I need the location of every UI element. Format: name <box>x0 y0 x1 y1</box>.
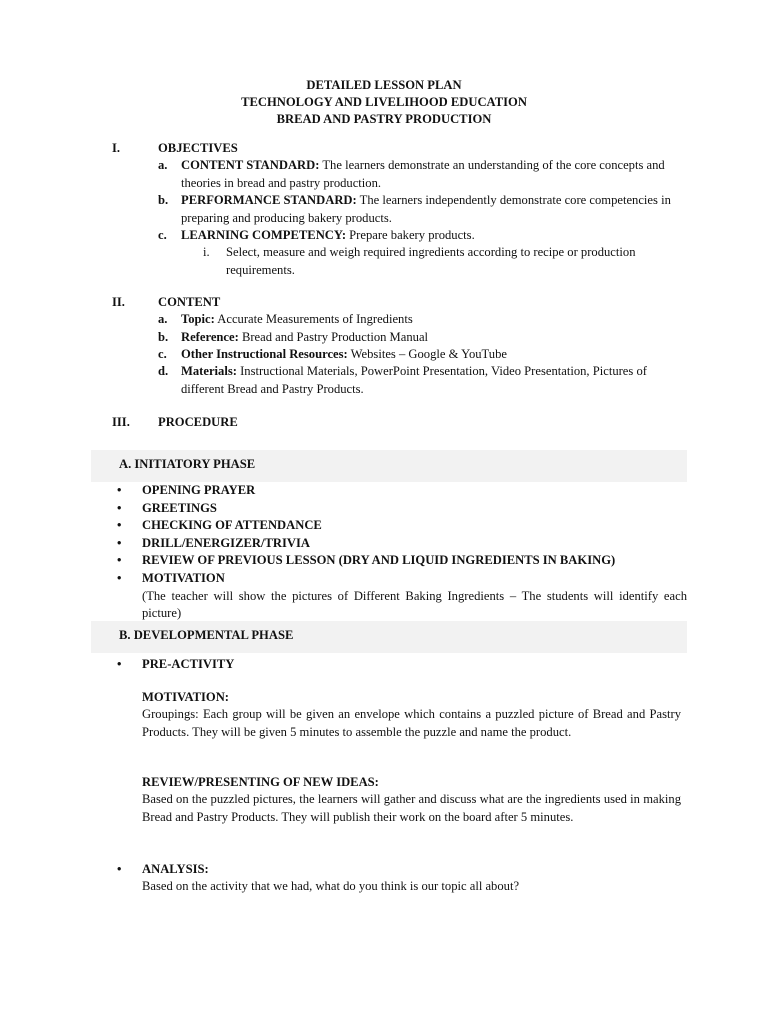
title-line-3: BREAD AND PASTRY PRODUCTION <box>276 111 492 126</box>
initiatory-phase-band <box>91 450 687 482</box>
section-number: III. <box>112 415 130 429</box>
item-letter: b. <box>158 193 169 207</box>
item-text: Accurate Measurements of Ingredients <box>214 312 413 326</box>
section-number: I. <box>112 141 121 155</box>
motivation-note: (The teacher will show the pictures of Different Baking Ingredients – The students will identify each picture) <box>142 588 687 621</box>
bullet-icon: • <box>117 500 122 515</box>
motivation-heading: MOTIVATION: <box>142 690 229 704</box>
item-text: The learners demonstrate an understanding of the core concepts and theories in bread and pastry production. <box>181 158 665 190</box>
item-text: The learners independently demonstrate core competencies in preparing and producing bakery products. <box>181 193 671 225</box>
item-label: CONTENT STANDARD: <box>181 158 320 172</box>
bullet-icon: • <box>117 535 122 550</box>
list-item-text: REVIEW OF PREVIOUS LESSON (DRY AND LIQUID INGREDIENTS IN BAKING) <box>142 553 616 568</box>
list-item-text: PRE-ACTIVITY <box>142 657 235 671</box>
motivation-paragraph: Groupings: Each group will be given an envelope which contains a puzzled picture of Bread and Pastry Products. They will be given 5 minutes to assemble the puzzle and name the product. <box>142 707 681 739</box>
item-letter: c. <box>158 228 167 242</box>
bullet-icon: • <box>117 518 122 533</box>
developmental-phase-heading: B. DEVELOPMENTAL PHASE <box>119 628 294 642</box>
bullet-icon: • <box>117 657 122 671</box>
list-item-text: MOTIVATION <box>142 570 225 585</box>
section-title: CONTENT <box>158 295 221 309</box>
section-title: PROCEDURE <box>158 415 238 429</box>
bullet-icon: • <box>117 862 122 876</box>
list-item-text: CHECKING OF ATTENDANCE <box>142 518 322 533</box>
list-item-text: DRILL/ENERGIZER/TRIVIA <box>142 535 310 550</box>
title-line-2: TECHNOLOGY AND LIVELIHOOD EDUCATION <box>241 94 527 109</box>
developmental-bullet-analysis <box>117 861 687 879</box>
item-label: LEARNING COMPETENCY: <box>181 228 347 242</box>
objective-subitem-i <box>203 244 683 279</box>
bullet-icon: • <box>117 570 122 585</box>
content-item-d <box>158 363 688 398</box>
list-item-text: GREETINGS <box>142 500 217 515</box>
developmental-bullet-pre-activity <box>117 656 687 674</box>
analysis-paragraph: Based on the activity that we had, what do you think is our topic all about? <box>142 879 520 893</box>
list-item <box>117 656 687 674</box>
list-item <box>117 570 687 588</box>
list-item <box>117 482 687 500</box>
review-heading: REVIEW/PRESENTING OF NEW IDEAS: <box>142 775 379 789</box>
section-objectives-heading <box>112 140 238 158</box>
item-label: Materials: <box>181 364 237 378</box>
content-item-a <box>158 311 688 329</box>
review-paragraph: Based on the puzzled pictures, the learners will gather and discuss what are the ingredients used in making Bread and Pastry Products. They will publish their work on the board after 5 minutes. <box>142 792 681 824</box>
objective-item-c <box>158 227 688 245</box>
list-item-text: OPENING PRAYER <box>142 483 256 497</box>
item-text: Websites – Google & YouTube <box>347 347 507 361</box>
initiatory-phase-heading: A. INITIATORY PHASE <box>119 457 256 471</box>
objective-item-a <box>158 157 688 192</box>
item-letter: a. <box>158 158 168 172</box>
item-letter: a. <box>158 312 168 326</box>
item-text: Bread and Pastry Production Manual <box>238 330 429 344</box>
list-item <box>117 861 687 879</box>
item-text: Prepare bakery products. <box>346 228 475 242</box>
initiatory-bullet-list <box>117 482 687 623</box>
section-number: II. <box>112 295 125 309</box>
item-text: Instructional Materials, PowerPoint Presentation, Video Presentation, Pictures of different Bread and Pastry Products. <box>181 364 647 396</box>
item-label: PERFORMANCE STANDARD: <box>181 193 357 207</box>
bullet-icon: • <box>117 483 122 497</box>
developmental-phase-band <box>91 621 687 653</box>
content-item-b <box>158 329 688 347</box>
subitem-number: i. <box>203 245 210 259</box>
section-procedure-heading <box>112 414 238 432</box>
item-letter: b. <box>158 330 169 344</box>
title-line-1: DETAILED LESSON PLAN <box>306 78 462 92</box>
section-content-heading <box>112 294 220 312</box>
document-title <box>0 77 768 127</box>
item-letter: d. <box>158 364 169 378</box>
subitem-text: Select, measure and weigh required ingredients according to recipe or production requirements. <box>226 245 636 277</box>
list-item <box>117 552 687 570</box>
item-letter: c. <box>158 347 167 361</box>
list-item <box>117 500 687 518</box>
bullet-icon: • <box>117 553 122 568</box>
section-title: OBJECTIVES <box>158 141 238 155</box>
list-item <box>117 535 687 553</box>
list-item <box>117 517 687 535</box>
item-label: Other Instructional Resources: <box>181 347 348 361</box>
objective-item-b <box>158 192 688 227</box>
item-label: Reference: <box>181 330 239 344</box>
content-item-c <box>158 346 688 364</box>
item-label: Topic: <box>181 312 215 326</box>
list-item-text: ANALYSIS: <box>142 862 209 876</box>
